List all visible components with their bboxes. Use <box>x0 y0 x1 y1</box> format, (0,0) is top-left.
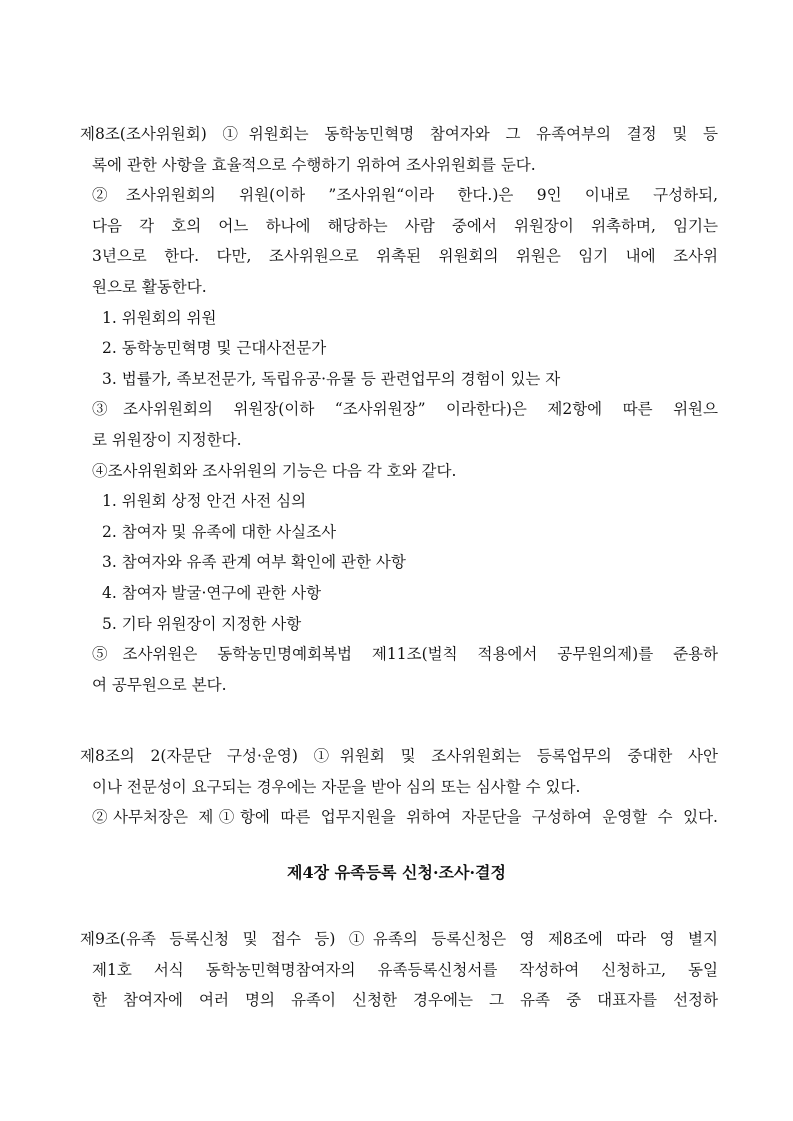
article-8-para5-line-1: ⑤조사위원은 동학농민명예회복법 제11조(벌칙 적용에서 공무원의제)를 준용하 <box>92 645 718 663</box>
article-8-item-3: 3. 법률가, 족보전문가, 독립유공·유물 등 관련업무의 경험이 있는 자 <box>102 370 561 388</box>
article-8-func-item-3: 3. 참여자와 유족 관계 여부 확인에 관한 사항 <box>102 553 406 571</box>
article-8-item-1: 1. 위원회의 위원 <box>102 309 217 327</box>
article-9-line-3: 한 참여자에 여러 명의 유족이 신청한 경우에는 그 유족 중 대표자를 선정하 <box>92 991 718 1009</box>
article-8-func-item-4: 4. 참여자 발굴·연구에 관한 사항 <box>102 584 322 602</box>
article-8-para3-line-2: 로 위원장이 지정한다. <box>92 431 242 449</box>
article-8-para2-line-4: 원으로 활동한다. <box>92 278 207 296</box>
article-8-para2-line-2: 다음 각 호의 어느 하나에 해당하는 사람 중에서 위원장이 위촉하며, 임기는 <box>92 217 718 235</box>
article-8-para2-line-3: 3년으로 한다. 다만, 조사위원으로 위촉된 위원회의 위원은 임기 내에 조사위 <box>92 247 718 265</box>
article-9-line-2: 제1호 서식 동학농민혁명참여자의 유족등록신청서를 작성하여 신청하고, 동일 <box>92 961 718 979</box>
article-8-2-line-1: 제8조의 2(자문단 구성·운영) ①위원회 및 조사위원회는 등록업무의 중대한 사안 <box>80 747 718 765</box>
article-8-para4: ④조사위원회와 조사위원의 기능은 다음 각 호와 같다. <box>92 462 457 480</box>
article-8-line-1: 제8조(조사위원회) ①위원회는 동학농민혁명 참여자와 그 유족여부의 결정 및 등 <box>80 125 718 143</box>
article-8-item-2: 2. 동학농민혁명 및 근대사전문가 <box>102 339 327 357</box>
article-8-para3-line-1: ③조사위원회의 위원장(이하 “조사위원장” 이라한다)은 제2항에 따른 위원으 <box>92 400 718 418</box>
article-9-line-1: 제9조(유족 등록신청 및 접수 등) ①유족의 등록신청은 영 제8조에 따라 영 별지 <box>80 930 718 948</box>
article-8-func-item-5: 5. 기타 위원장이 지정한 사항 <box>102 615 302 633</box>
article-8-func-item-2: 2. 참여자 및 유족에 대한 사실조사 <box>102 523 337 541</box>
chapter-heading: 제4장 유족등록 신청·조사·결정 <box>287 863 506 882</box>
article-8-2-para2: ②사무처장은 제①항에 따른 업무지원을 위하여 자문단을 구성하여 운영할 수 있다. <box>92 808 718 826</box>
article-8-para5-line-2: 여 공무원으로 본다. <box>92 676 227 694</box>
article-8-para2-line-1: ②조사위원회의 위원(이하 ”조사위원“이라 한다.)은 9인 이내로 구성하되, <box>92 186 718 204</box>
article-8-2-line-2: 이나 전문성이 요구되는 경우에는 자문을 받아 심의 또는 심사할 수 있다. <box>92 778 581 796</box>
article-8-func-item-1: 1. 위원회 상정 안건 사전 심의 <box>102 492 307 510</box>
article-8-line-2: 록에 관한 사항을 효율적으로 수행하기 위하여 조사위원회를 둔다. <box>92 156 536 174</box>
